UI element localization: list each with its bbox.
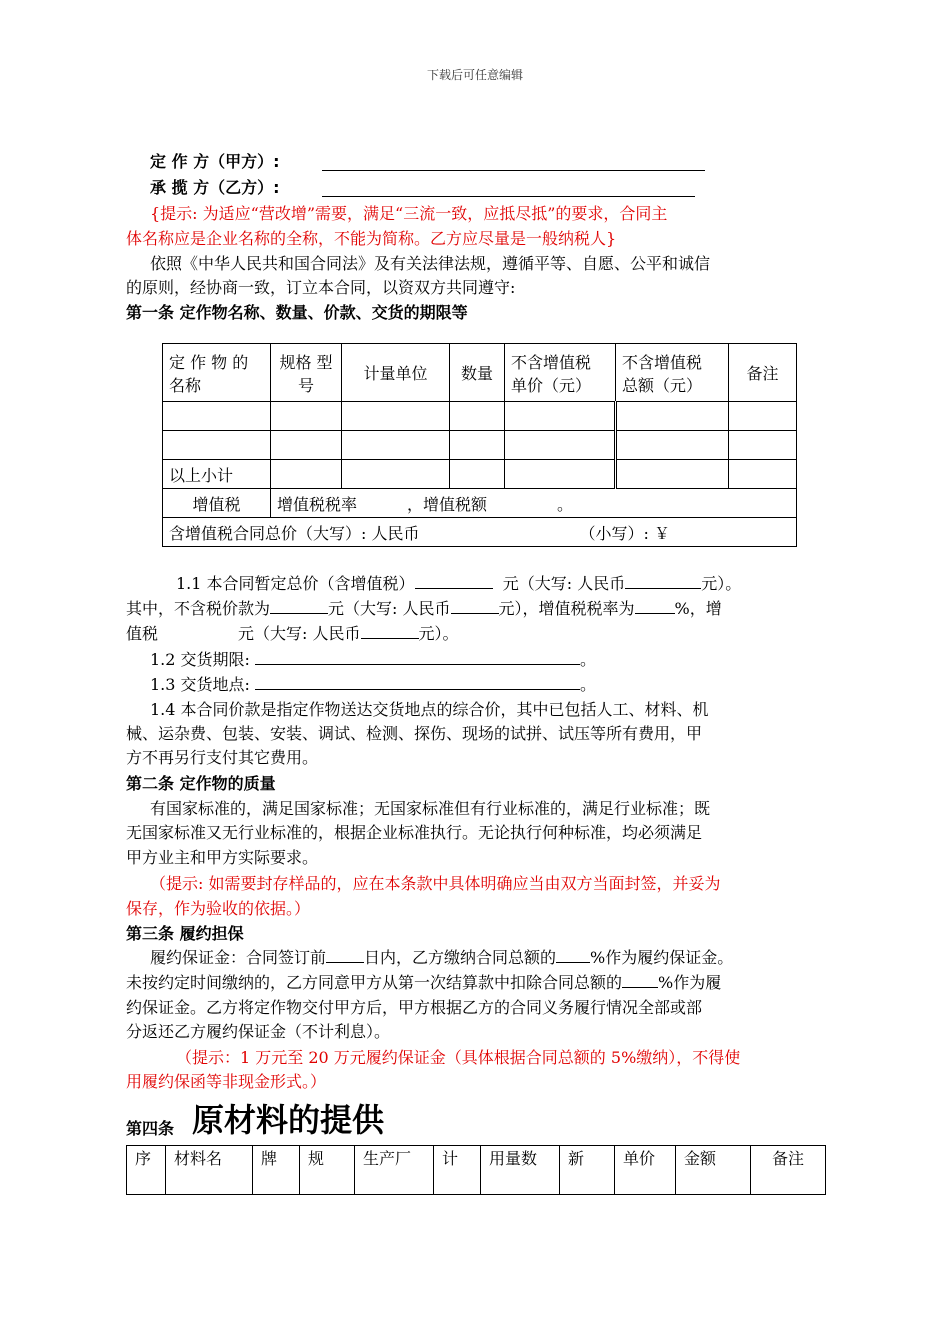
mth-7: 新: [560, 1146, 615, 1195]
article-3-line-1: 履约保证金：合同签订前 日内，乙方缴纳合同总额的 %作为履约保证金。: [150, 948, 734, 967]
total-row: [163, 518, 797, 547]
mth-10: 备注: [751, 1146, 826, 1195]
clause-1-3: 1.3 交货地点: 。: [150, 675, 597, 694]
article-4-label: 第四条: [126, 1119, 175, 1138]
article-2-title: 第二条 定作物的质量: [126, 774, 276, 793]
party-a-label: 定 作 方（甲方）:: [150, 152, 280, 171]
mth-3: 规: [300, 1146, 355, 1195]
tip-1-line-1: {提示: 为适应“营改增”需要，满足“三流一致，应抵尽抵”的要求，合同主: [150, 204, 668, 223]
article-1-title: 第一条 定作物名称、数量、价款、交货的期限等: [126, 303, 468, 322]
vat-detail: [271, 489, 797, 518]
mth-2: 牌: [253, 1146, 300, 1195]
page-header-note: 下载后可任意编辑: [426, 68, 523, 82]
article-4-title: 原材料的提供: [192, 1101, 385, 1139]
tip-3-line-1: （提示：1 万元至 20 万元履约保证金（具体根据合同总额的 5%缴纳），不得使: [176, 1048, 741, 1067]
th-product-name: 定 作 物 的 名称: [163, 344, 271, 402]
mth-6: 用量数: [481, 1146, 560, 1195]
subtotal-row: [163, 460, 797, 489]
article-2-line-3: 甲方业主和甲方实际要求。: [126, 848, 319, 867]
mth-4: 生产厂: [355, 1146, 434, 1195]
th-spec: 规格 型号: [271, 344, 342, 402]
table-row: [163, 402, 797, 431]
clause-1-4-line-3: 方不再另行支付其它费用。: [126, 748, 319, 767]
tip-2-line-1: （提示: 如需要封存样品的，应在本条款中具体明确应当由双方当面封签，并妥为: [150, 874, 721, 893]
th-total: 不含增值税 总额（元）: [616, 344, 729, 402]
intro-line-1: 依照《中华人民共和国合同法》及有关法律法规，遵循平等、自愿、公平和诚信: [150, 254, 711, 273]
mth-8: 单价: [615, 1146, 676, 1195]
article-3-title: 第三条 履约担保: [126, 924, 244, 943]
mth-1: 材料名: [166, 1146, 253, 1195]
clause-1-2: 1.2 交货期限: 。: [150, 650, 597, 669]
article-3-line-3: 约保证金。乙方将定作物交付甲方后，甲方根据乙方的合同义务履行情况全部或部: [126, 998, 703, 1017]
total-label: 含增值税合同总价（大写）: 人民币: [169, 523, 420, 543]
th-qty: 数量: [450, 344, 505, 402]
tip-2-line-2: 保存，作为验收的依据。）: [126, 899, 311, 918]
article-3-line-2: 未按约定时间缴纳的，乙方同意甲方从第一次结算款中扣除合同总额的 %作为履: [126, 973, 722, 992]
clause-1-1-line-3: 值税 元（大写: 人民币 元）。: [126, 624, 459, 643]
vat-row: [163, 489, 797, 518]
clause-1-4-line-2: 械、运杂费、包装、安装、调试、检测、探伤、现场的试拼、试压等所有费用，甲: [126, 724, 703, 743]
tip-3-line-2: 用履约保函等非现金形式。）: [126, 1072, 327, 1091]
table-row: [163, 431, 797, 460]
party-b-label: 承 揽 方（乙方）:: [150, 178, 280, 197]
vat-period: 。: [557, 494, 574, 514]
tip-1-line-2: 体名称应是企业名称的全称，不能为简称。乙方应尽量是一般纳税人}: [126, 229, 617, 248]
article-3-line-4: 分返还乙方履约保证金（不计利息）。: [126, 1022, 391, 1041]
materials-table: [126, 1145, 826, 1195]
vat-rate-label: 增值税税率: [277, 494, 358, 514]
total-cell: [163, 518, 797, 547]
materials-header-row: [127, 1146, 826, 1195]
clause-1-1-line-1: 1.1 本合同暂定总价（含增值税） 元（大写: 人民币 元）。: [176, 574, 742, 593]
intro-line-2: 的原则，经协商一致，订立本合同，以资双方共同遵守:: [126, 278, 516, 297]
party-a-blank: [322, 170, 705, 171]
vat-label: 增值税: [163, 489, 271, 518]
mth-0: 序: [127, 1146, 166, 1195]
vat-amount-label: ，增值税额: [407, 494, 488, 514]
th-remark: 备注: [729, 344, 797, 402]
total-small-label: （小写）: ￥: [579, 523, 670, 543]
article-2-line-2: 无国家标准又无行业标准的，根据企业标准执行。无论执行何种标准，均必须满足: [126, 823, 703, 842]
th-unit-price: 不含增值税 单价（元）: [505, 344, 616, 402]
mth-9: 金额: [676, 1146, 751, 1195]
clause-1-1-line-2: 其中，不含税价款为 元（大写: 人民币 元），增值税税率为 %，增: [126, 599, 722, 618]
product-table: [162, 343, 797, 547]
clause-1-4-line-1: 1.4 本合同价款是指定作物送达交货地点的综合价，其中已包括人工、材料、机: [150, 700, 709, 719]
subtotal-label: 以上小计: [163, 460, 271, 489]
party-b-blank: [322, 196, 695, 197]
article-2-line-1: 有国家标准的，满足国家标准；无国家标准但有行业标准的，满足行业标准；既: [150, 799, 711, 818]
th-unit: 计量单位: [342, 344, 450, 402]
mth-5: 计: [434, 1146, 481, 1195]
